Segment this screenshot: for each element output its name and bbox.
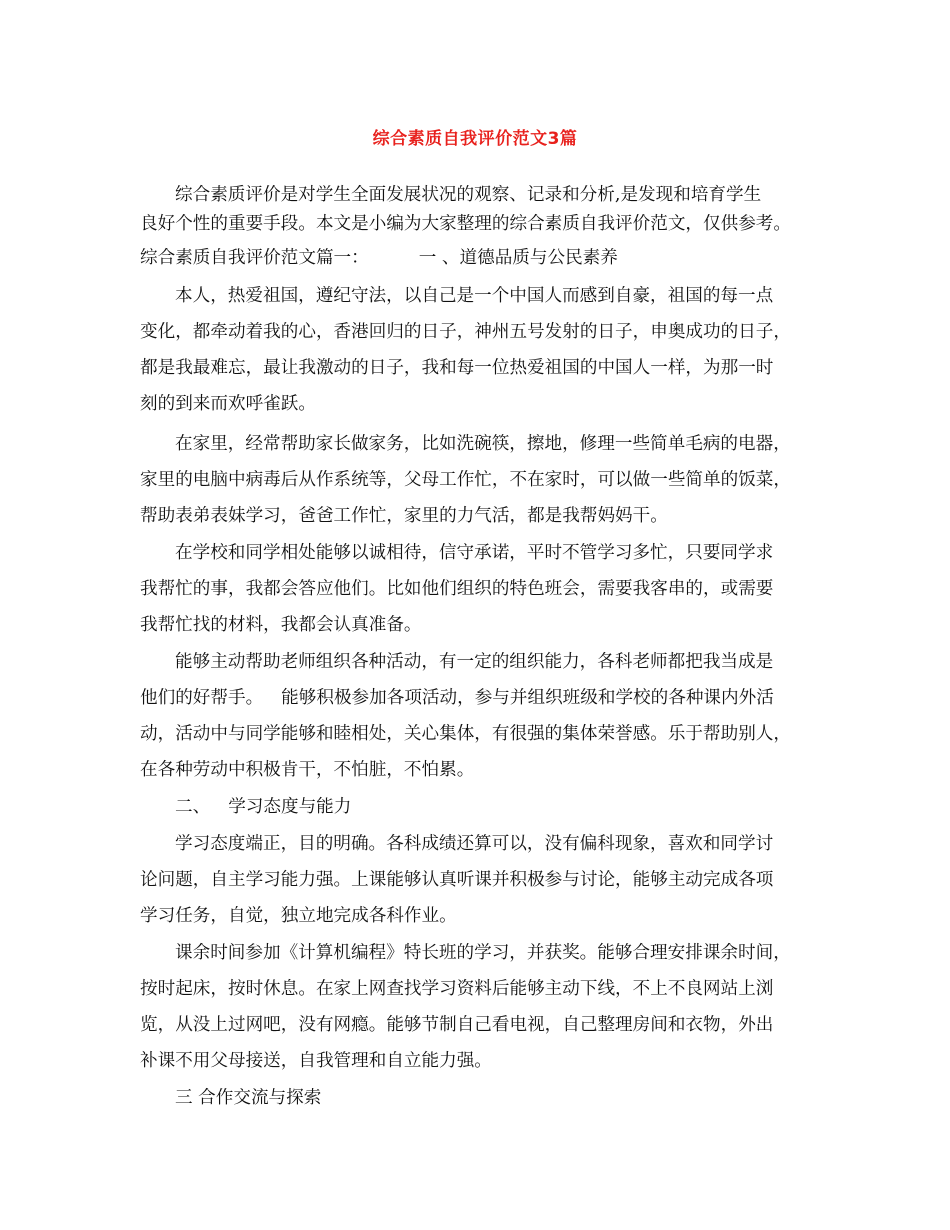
paragraph-line: 按时起床，按时休息。在家上网查找学习资料后能够主动下线，不上不良网站上浏: [140, 979, 774, 999]
paragraph-line: 刻的到来而欢呼雀跃。: [140, 394, 316, 414]
section-number: 二、: [175, 797, 211, 817]
paragraph-line: 览，从没上过网吧，没有网瘾。能够节制自己看电视，自己整理房间和衣物，外出: [140, 1015, 774, 1035]
section-title: 学习态度与能力: [228, 797, 352, 817]
paragraph-line: 帮助表弟表妹学习，爸爸工作忙，家里的力气活，都是我帮妈妈干。: [140, 506, 668, 526]
section-heading: 一 、道德品质与公民素养: [418, 248, 618, 268]
section-label: 综合素质自我评价范文篇一：: [140, 248, 369, 268]
document-title: 综合素质自我评价范文3篇: [372, 129, 578, 149]
paragraph-line: 都是我最难忘，最让我激动的日子，我和每一位热爱祖国的中国人一样，为那一时: [140, 358, 774, 378]
paragraph-line: 我帮忙的事，我都会答应他们。比如他们组织的特色班会，需要我客串的，或需要: [140, 579, 774, 599]
paragraph-line: 能够主动帮助老师组织各种活动，有一定的组织能力，各科老师都把我当成是: [175, 652, 774, 672]
paragraph-line: 论问题，自主学习能力强。上课能够认真听课并积极参与讨论，能够主动完成各项: [140, 870, 774, 890]
paragraph-segment: 能够积极参加各项活动，参与并组织班级和学校的各种课内外活: [281, 688, 774, 708]
paragraph-line: 我帮忙找的材料，我都会认真准备。: [140, 615, 422, 635]
paragraph-segment: 他们的好帮手。: [140, 688, 264, 708]
paragraph-line: 在各种劳动中积极肯干，不怕脏，不怕累。: [140, 760, 475, 780]
paragraph-line: 良好个性的重要手段。本文是小编为大家整理的综合素质自我评价范文，仅供参考。: [140, 214, 791, 234]
paragraph-line: 家里的电脑中病毒后从作系统等，父母工作忙，不在家时，可以做一些简单的饭菜，: [140, 470, 791, 490]
paragraph-line: 课余时间参加《计算机编程》特长班的学习，并获奖。能够合理安排课余时间，: [175, 943, 791, 963]
paragraph-line: 学习任务，自觉，独立地完成各科作业。: [140, 906, 457, 926]
section-heading: [175, 792, 351, 822]
paragraph-line: 综合素质评价是对学生全面发展状况的观察、记录和分析,是发现和培育学生: [175, 185, 762, 205]
paragraph-line: 补课不用父母接送，自我管理和自立能力强。: [140, 1051, 492, 1071]
section-heading: 三 合作交流与探索: [175, 1088, 322, 1108]
paragraph-line: [140, 683, 774, 713]
paragraph-line: 本人，热爱祖国，遵纪守法，以自己是一个中国人而感到自豪，祖国的每一点: [175, 286, 774, 306]
paragraph-line: 在家里，经常帮助家长做家务，比如洗碗筷，擦地，修理一些简单毛病的电器，: [175, 434, 791, 454]
paragraph-line: 学习态度端正，目的明确。各科成绩还算可以，没有偏科现象，喜欢和同学讨: [175, 834, 774, 854]
paragraph-line: 在学校和同学相处能够以诚相待，信守承诺，平时不管学习多忙，只要同学求: [175, 543, 774, 563]
paragraph-line: 动，活动中与同学能够和睦相处，关心集体，有很强的集体荣誉感。乐于帮助别人，: [140, 724, 791, 744]
paragraph-line: [140, 243, 618, 273]
paragraph-line: 变化，都牵动着我的心，香港回归的日子，神州五号发射的日子，申奥成功的日子，: [140, 322, 791, 342]
